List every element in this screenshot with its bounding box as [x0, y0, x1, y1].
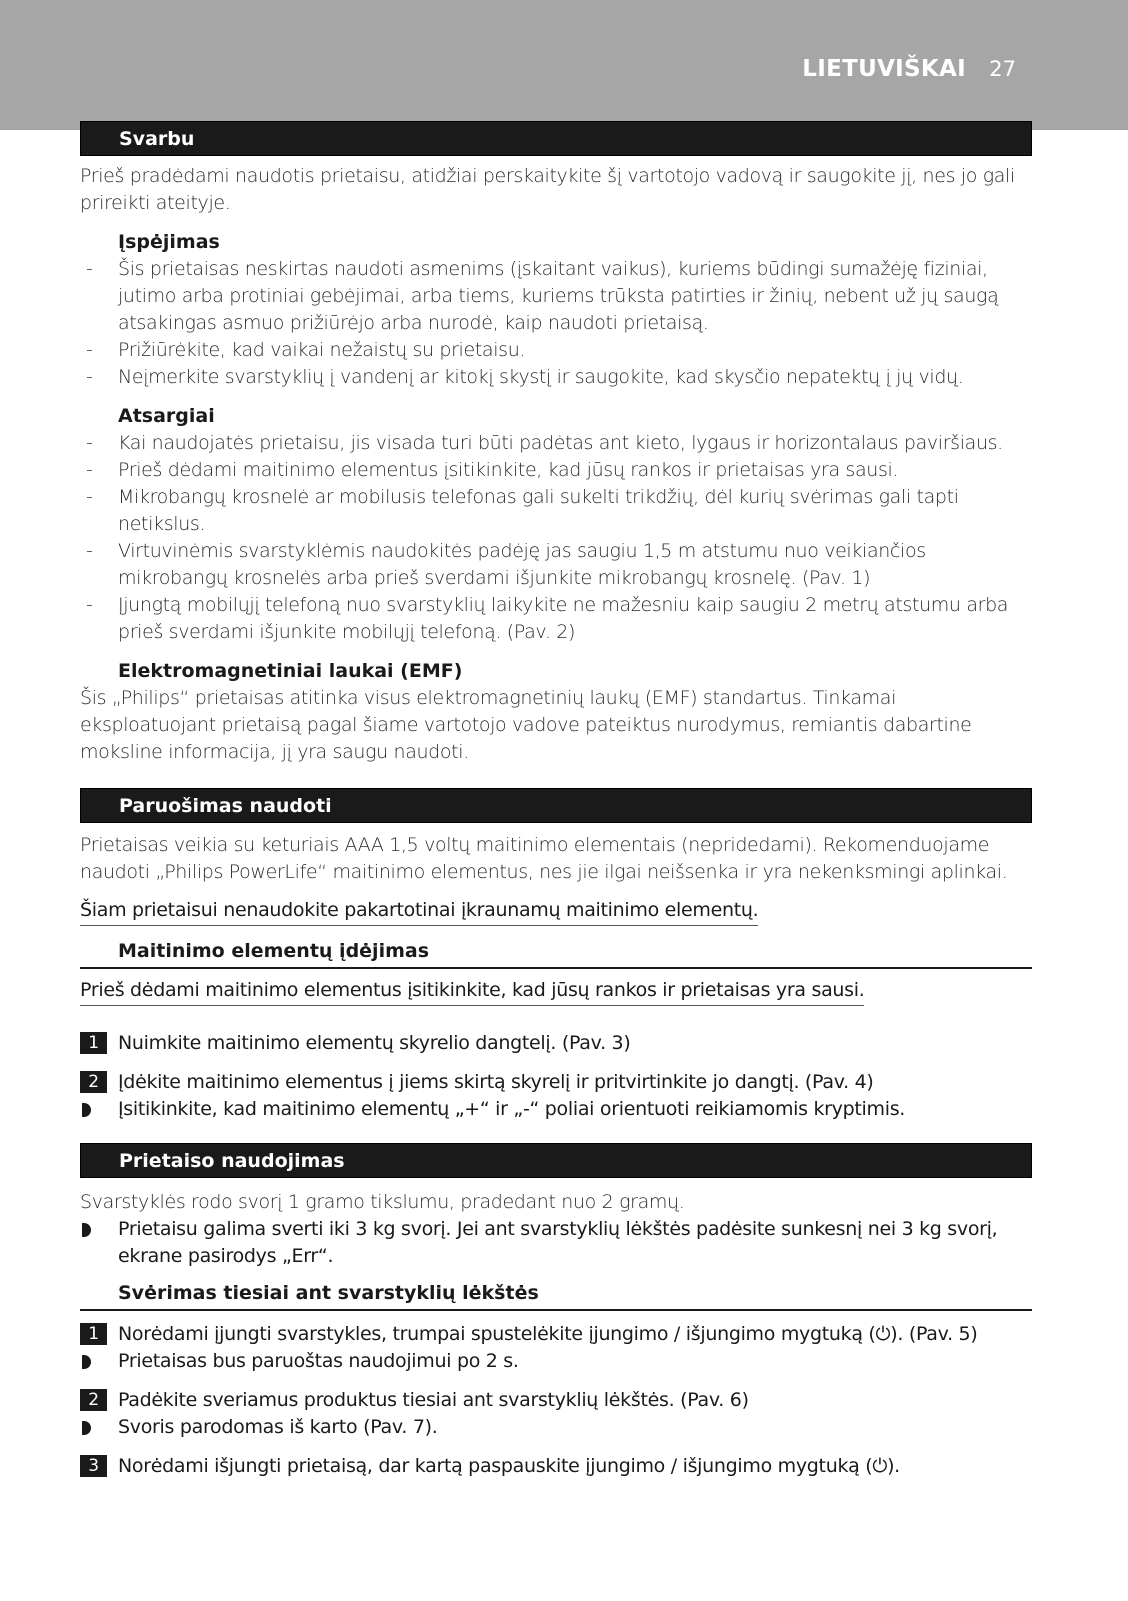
emf-title: Elektromagnetiniai laukai (EMF): [118, 660, 463, 682]
rechargeable-note: Šiam prietaisui nenaudokite pakartotinai įkraunamų maitinimo elementų.: [80, 897, 758, 926]
list-item: - Šis prietaisas neskirtas naudoti asmenims (įskaitant vaikus), kuriems būdingi sumažėję fiziniai, jutimo arba protiniai gebėjimai, arba tiems, kuriems trūksta patirties ir žinių, nebent už jų saugą atsakingas asmuo prižiūrėjo arba nurodė, kaip naudoti prietaisą.: [80, 256, 1032, 337]
step-number: 1: [80, 1032, 107, 1054]
weighing-title: Svėrimas tiesiai ant svarstyklių lėkštės: [80, 1280, 1032, 1311]
usage-intro: Svarstyklės rodo svorį 1 gramo tikslumu, pradedant nuo 2 gramų.: [80, 1191, 685, 1213]
list-item: - Mikrobangų krosnelė ar mobilusis telefonas gali sukelti trikdžių, dėl kurių svėrimas gali tapti netikslus.: [80, 484, 1032, 538]
caution-title: Atsargiai: [118, 405, 215, 427]
tip: [80, 1414, 1032, 1441]
tip-bullet-icon: [82, 1223, 91, 1237]
section-header-svarbu: Svarbu: [80, 121, 1032, 156]
tip-bullet-icon: [82, 1355, 91, 1369]
step-text: Įdėkite maitinimo elementus į jiems skirtą skyrelį ir pritvirtinkite jo dangtį. (Pav. 4): [118, 1071, 874, 1093]
tip-bullet-icon: [82, 1103, 91, 1117]
step-2: [80, 1387, 1032, 1414]
step-number: 2: [80, 1071, 107, 1093]
step-text: Norėdami įjungti svarstykles, trumpai spustelėkite įjungimo / išjungimo mygtuką (⏻). (Pav. 5): [118, 1323, 978, 1345]
warning-title: Įspėjimas: [118, 231, 220, 253]
caution-list: [80, 430, 1032, 646]
language-title: LIETUVIŠKAI: [802, 56, 966, 82]
list-item: - Įjungtą mobilųjį telefoną nuo svarstyklių laikykite ne mažesniu kaip saugiu 2 metrų atstumu arba prieš sverdami išjunkite mobilųjį telefoną. (Pav. 2): [80, 592, 1032, 646]
list-item: - Prieš dėdami maitinimo elementus įsitikinkite, kad jūsų rankos ir prietaisas yra sausi.: [80, 457, 1032, 484]
step-3: [80, 1453, 1032, 1480]
step-2: [80, 1069, 1032, 1096]
list-item: - Virtuvinėmis svarstyklėmis naudokitės padėję jas saugiu 1,5 m atstumu nuo veikiančios mikrobangų krosnelės arba prieš sverdami išjunkite mikrobangų krosnelę. (Pav. 1): [80, 538, 1032, 592]
page-content: [80, 121, 1032, 1480]
page-number: 27: [989, 57, 1016, 81]
tip: [80, 1216, 1032, 1270]
header-band: [0, 0, 1128, 130]
preparation-intro: Prietaisas veikia su keturiais AAA 1,5 voltų maitinimo elementais (nepridedami). Rekomenduojame naudoti „Philips PowerLife“ maitinimo elementus, nes jie ilgai neišsenka ir yra nekenksmingi aplinkai.: [80, 834, 1008, 883]
step-1: [80, 1321, 1032, 1348]
warning-list: [80, 256, 1032, 391]
tip-text: Įsitikinkite, kad maitinimo elementų „+“ ir „-“ poliai orientuoti reikiamomis kryptimis.: [118, 1098, 906, 1120]
list-item: - Kai naudojatės prietaisu, jis visada turi būti padėtas ant kieto, lygaus ir horizontalaus paviršiaus.: [80, 430, 1032, 457]
tip-text: Prietaisu galima sverti iki 3 kg svorį. Jei ant svarstyklių lėkštės padėsite sunkesnį nei 3 kg svorį, ekrane pasirodys „Err“.: [118, 1218, 998, 1267]
section-header-usage: Prietaiso naudojimas: [80, 1143, 1032, 1178]
tip-text: Prietaisas bus paruoštas naudojimui po 2 s.: [118, 1350, 519, 1372]
section-header-preparation: Paruošimas naudoti: [80, 788, 1032, 823]
tip-text: Svoris parodomas iš karto (Pav. 7).: [118, 1416, 438, 1438]
step-number: 1: [80, 1323, 107, 1345]
dry-hands-note: Prieš dėdami maitinimo elementus įsitikinkite, kad jūsų rankos ir prietaisas yra sausi.: [80, 977, 864, 1006]
step-text: Norėdami išjungti prietaisą, dar kartą paspauskite įjungimo / išjungimo mygtuką (⏻).: [118, 1455, 900, 1477]
emf-text: Šis „Philips“ prietaisas atitinka visus elektromagnetinių laukų (EMF) standartus. Tinkamai eksploatuojant prietaisą pagal šiame vartotojo vadove pateiktus nurodymus, remiantis dabartine moksline informacija, jį yra saugu naudoti.: [80, 687, 972, 763]
tip: [80, 1096, 1032, 1123]
svarbu-intro: Prieš pradėdami naudotis prietaisu, atidžiai perskaitykite šį vartotojo vadovą ir saugokite jį, nes jo gali prireikti ateityje.: [80, 165, 1015, 214]
list-item: - Prižiūrėkite, kad vaikai nežaistų su prietaisu.: [80, 337, 1032, 364]
battery-insert-title: Maitinimo elementų įdėjimas: [80, 938, 1032, 969]
step-number: 2: [80, 1389, 107, 1411]
step-text: Padėkite sveriamus produktus tiesiai ant svarstyklių lėkštės. (Pav. 6): [118, 1389, 749, 1411]
step-1: [80, 1030, 1032, 1057]
list-item: - Neįmerkite svarstyklių į vandenį ar kitokį skystį ir saugokite, kad skysčio nepatektų į jų vidų.: [80, 364, 1032, 391]
step-number: 3: [80, 1455, 107, 1477]
tip-bullet-icon: [82, 1421, 91, 1435]
step-text: Nuimkite maitinimo elementų skyrelio dangtelį. (Pav. 3): [118, 1032, 631, 1054]
tip: [80, 1348, 1032, 1375]
